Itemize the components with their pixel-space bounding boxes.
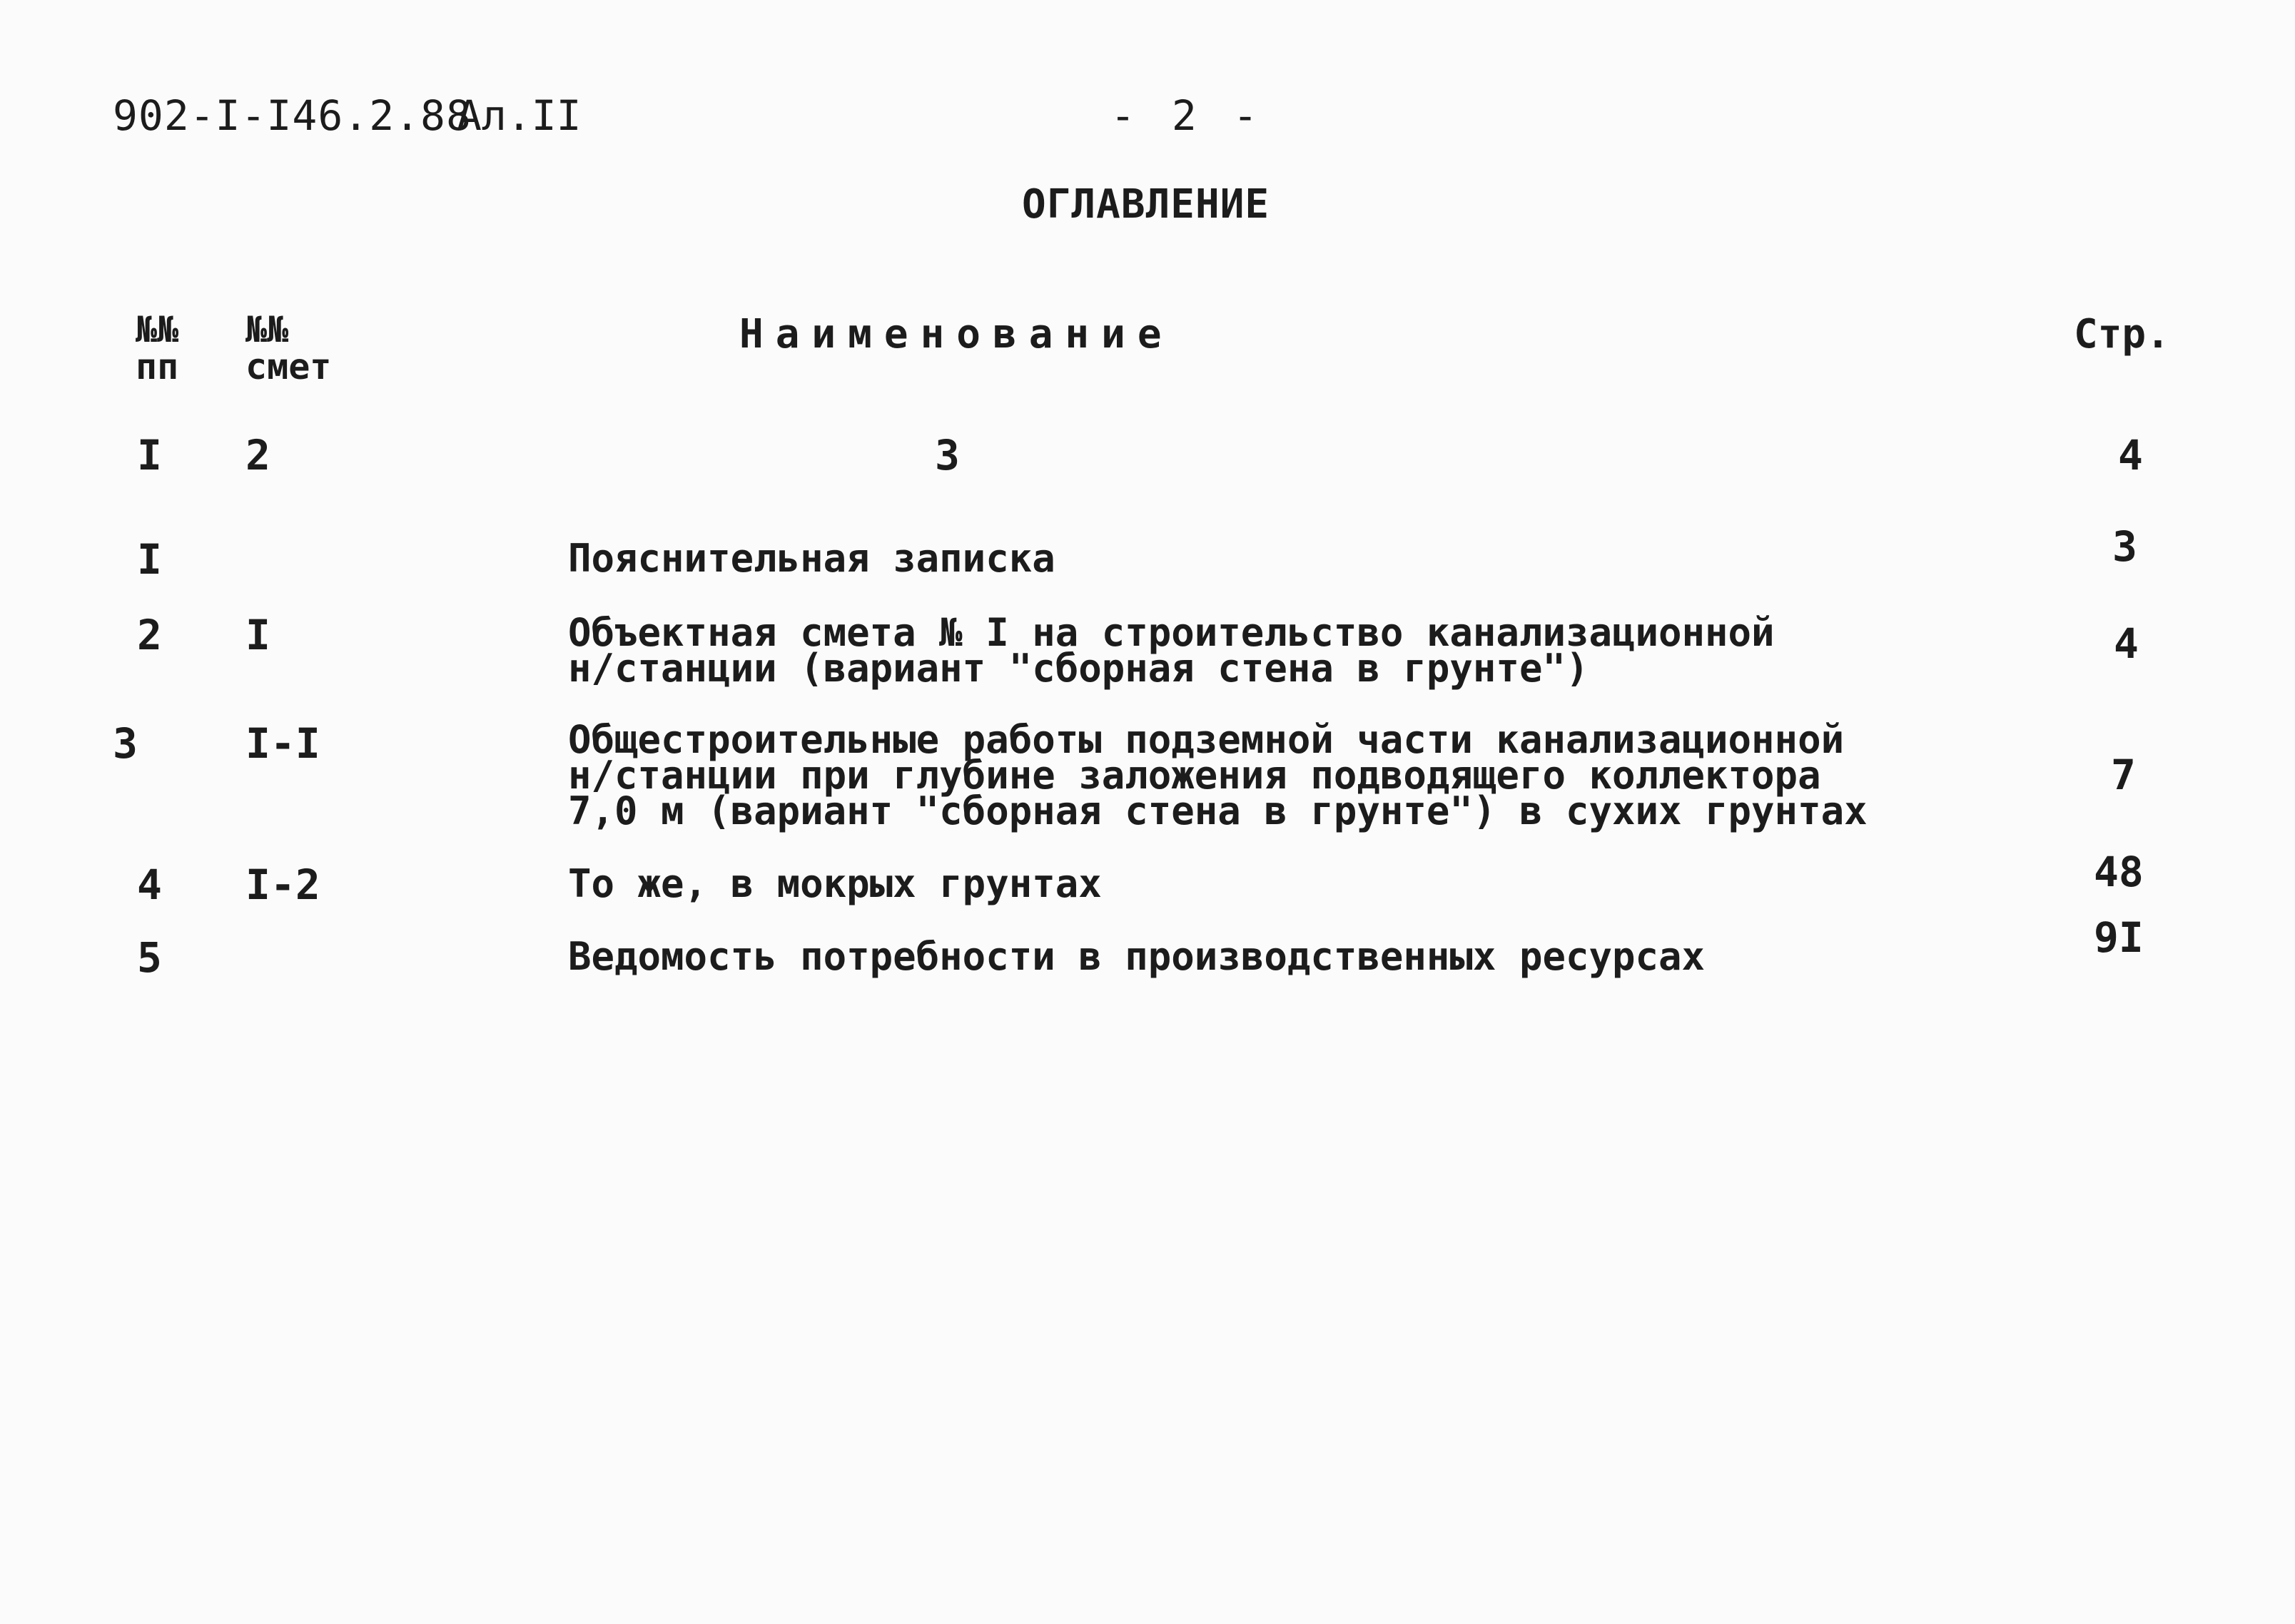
row-3-name-line-2: н/станции при глубине заложения подводящего коллектора (568, 753, 1821, 798)
row-2-name (568, 610, 1775, 691)
column-number-1: I (137, 431, 162, 479)
row-4-name (568, 861, 1102, 906)
row-3-name (568, 717, 1868, 833)
row-3-page: 7 (2111, 751, 2136, 799)
row-1-pp: I (137, 535, 162, 584)
row-3-name-line-1: Общестроительные работы подземной части канализационной (568, 717, 1845, 762)
header-pp (136, 311, 178, 385)
row-2-pp: 2 (137, 611, 162, 659)
page-title: ОГЛАВЛЕНИЕ (1022, 181, 1270, 228)
row-4-name-line-1: То же, в мокрых грунтах (568, 861, 1102, 906)
row-2-smet: I (245, 611, 270, 659)
page-number: - 2 - (1110, 91, 1264, 140)
row-5-name (568, 934, 1706, 979)
row-1-page: 3 (2112, 522, 2137, 571)
row-2-page: 4 (2114, 619, 2139, 668)
row-5-name-line-1: Ведомость потребности в производственных ресурсах (568, 934, 1706, 979)
row-1-name-line-1: Пояснительная записка (568, 536, 1055, 581)
header-page: Стр. (2074, 311, 2170, 357)
column-number-2: 2 (245, 431, 270, 479)
document-code: 902-I-I46.2.88 (113, 91, 472, 140)
row-4-page: 48 (2094, 848, 2144, 896)
header-smet-line1: №№ (245, 309, 289, 350)
row-4-pp: 4 (137, 861, 162, 909)
header-name: Наименование (739, 311, 1174, 357)
row-3-name-line-3: 7,0 м (вариант "сборная стена в грунте") в сухих грунтах (568, 788, 1868, 833)
row-2-name-line-2: н/станции (вариант "сборная стена в грунте") (568, 646, 1589, 691)
row-1-name (568, 536, 1055, 581)
header-smet-line2: смет (245, 346, 332, 387)
row-4-smet: I-2 (245, 861, 320, 909)
column-number-3: 3 (935, 431, 960, 479)
row-3-smet: I-I (245, 719, 320, 768)
row-2-name-line-1: Объектная смета № I на строительство канализационной (568, 610, 1775, 655)
header-pp-line1: №№ (136, 309, 179, 350)
column-number-4: 4 (2118, 431, 2143, 479)
sheet-label: Ал.II (457, 91, 582, 140)
header-smet (245, 311, 331, 385)
row-5-pp: 5 (137, 933, 162, 982)
header-pp-line2: пп (136, 346, 179, 387)
row-5-page: 9I (2094, 913, 2144, 962)
row-3-pp: 3 (113, 719, 138, 768)
